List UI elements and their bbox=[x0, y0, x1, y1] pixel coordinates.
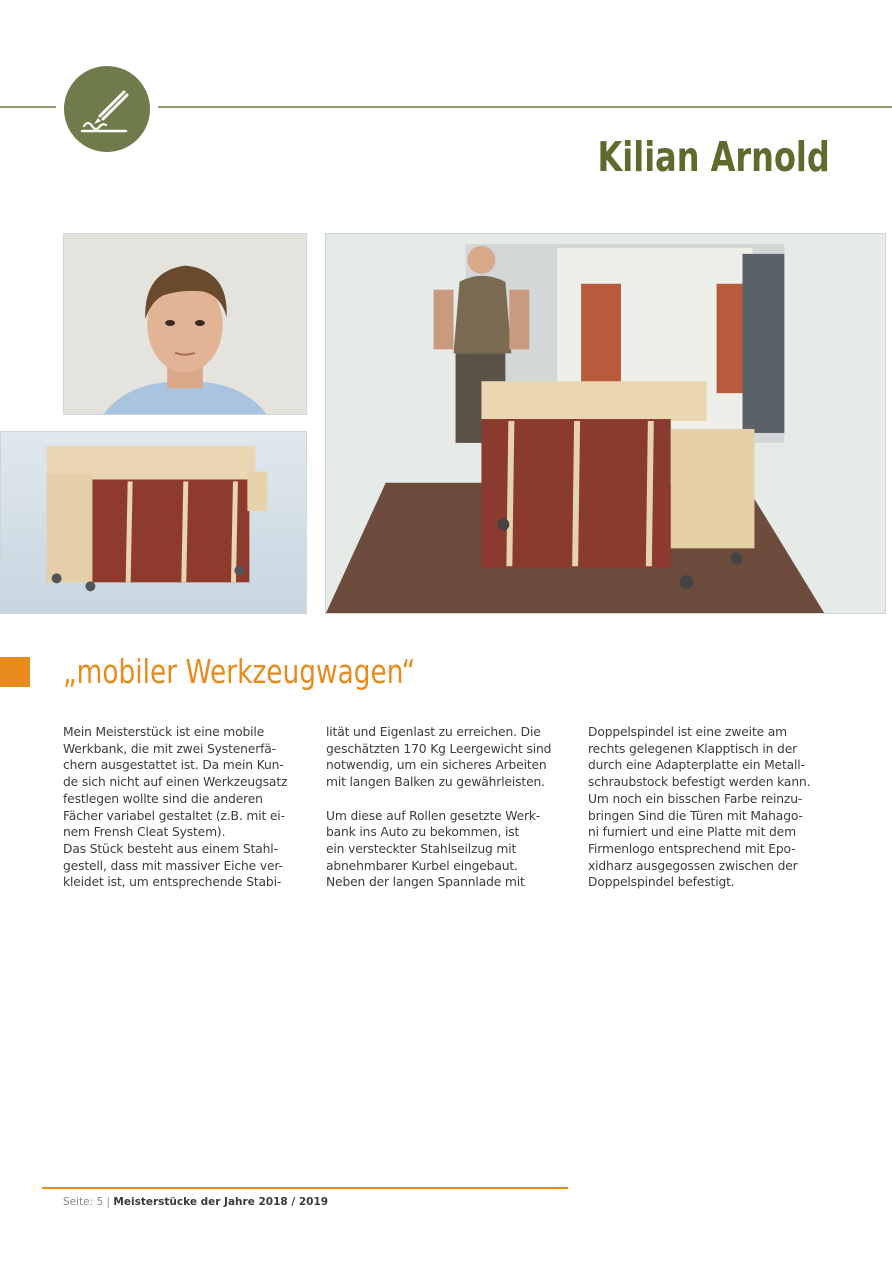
text-line: bank ins Auto zu bekommen, ist bbox=[326, 825, 520, 840]
header-rule-right bbox=[158, 106, 892, 108]
text-line: Doppelspindel ist eine zweite am bbox=[588, 725, 788, 739]
text-line: Um diese auf Rollen gesetzte Werk- bbox=[326, 808, 541, 823]
person-name-title: Kilian Arnold bbox=[597, 133, 830, 181]
text-line: bringen Sind die Türen mit Mahago- bbox=[588, 808, 803, 823]
text-line: Werkbank, die mit zwei Systenerfä- bbox=[63, 741, 276, 756]
text-line: ni furniert und eine Platte mit dem bbox=[588, 825, 796, 840]
pen-writing-icon bbox=[64, 66, 150, 152]
text-line: Neben der langen Spannlade mit bbox=[326, 875, 525, 890]
text-line: kleidet ist, um entsprechende Stabi- bbox=[63, 875, 282, 890]
text-line: gestell, dass mit massiver Eiche ver- bbox=[63, 858, 283, 873]
portrait-photo bbox=[63, 233, 307, 415]
workbench-with-van-photo bbox=[325, 233, 886, 614]
page-number: Seite: 5 | bbox=[63, 1196, 111, 1208]
text-line: abnehmbarer Kurbel eingebaut. bbox=[326, 858, 518, 873]
article-column-2 bbox=[326, 724, 572, 891]
text-line: ein versteckter Stahlseilzug mit bbox=[326, 841, 517, 856]
header-rule-left bbox=[0, 106, 56, 108]
article-column-1 bbox=[63, 724, 309, 891]
logo-badge bbox=[64, 66, 150, 152]
footer-rule bbox=[42, 1187, 568, 1189]
text-line: nem Frensh Cleat System). bbox=[63, 825, 226, 840]
publication-title: Meisterstücke der Jahre 2018 / 2019 bbox=[113, 1196, 329, 1208]
article-column-3 bbox=[588, 724, 834, 891]
accent-square bbox=[0, 657, 30, 687]
text-line: lität und Eigenlast zu erreichen. Die bbox=[326, 725, 541, 739]
paragraph-gap bbox=[326, 791, 572, 808]
text-line: xidharz ausgegossen zwischen der bbox=[588, 858, 798, 873]
text-line: Das Stück besteht aus einem Stahl- bbox=[63, 841, 278, 856]
text-line: durch eine Adapterplatte ein Metall- bbox=[588, 758, 805, 773]
text-line: notwendig, um ein sicheres Arbeiten bbox=[326, 758, 547, 773]
text-line: schraubstock befestigt werden kann. bbox=[588, 775, 811, 790]
text-line: Doppelspindel befestigt. bbox=[588, 875, 735, 890]
workbench-photo bbox=[0, 431, 307, 614]
text-line: mit langen Balken zu gewährleisten. bbox=[326, 775, 545, 790]
text-line: de sich nicht auf einen Werkzeugsatz bbox=[63, 775, 288, 790]
text-line: Um noch ein bisschen Farbe reinzu- bbox=[588, 791, 803, 806]
text-line: rechts gelegenen Klapptisch in der bbox=[588, 741, 798, 756]
text-line: festlegen wollte sind die anderen bbox=[63, 791, 263, 806]
text-line: Firmenlogo entsprechend mit Epo- bbox=[588, 841, 796, 856]
text-line: Mein Meisterstück ist eine mobile bbox=[63, 725, 265, 739]
text-line: Fächer variabel gestaltet (z.B. mit ei- bbox=[63, 808, 285, 823]
article-headline: „mobiler Werkzeugwagen“ bbox=[63, 652, 416, 691]
text-line: chern ausgestattet ist. Da mein Kun- bbox=[63, 758, 284, 773]
text-line: geschätzten 170 Kg Leergewicht sind bbox=[326, 741, 552, 756]
page-footer bbox=[63, 1196, 328, 1208]
